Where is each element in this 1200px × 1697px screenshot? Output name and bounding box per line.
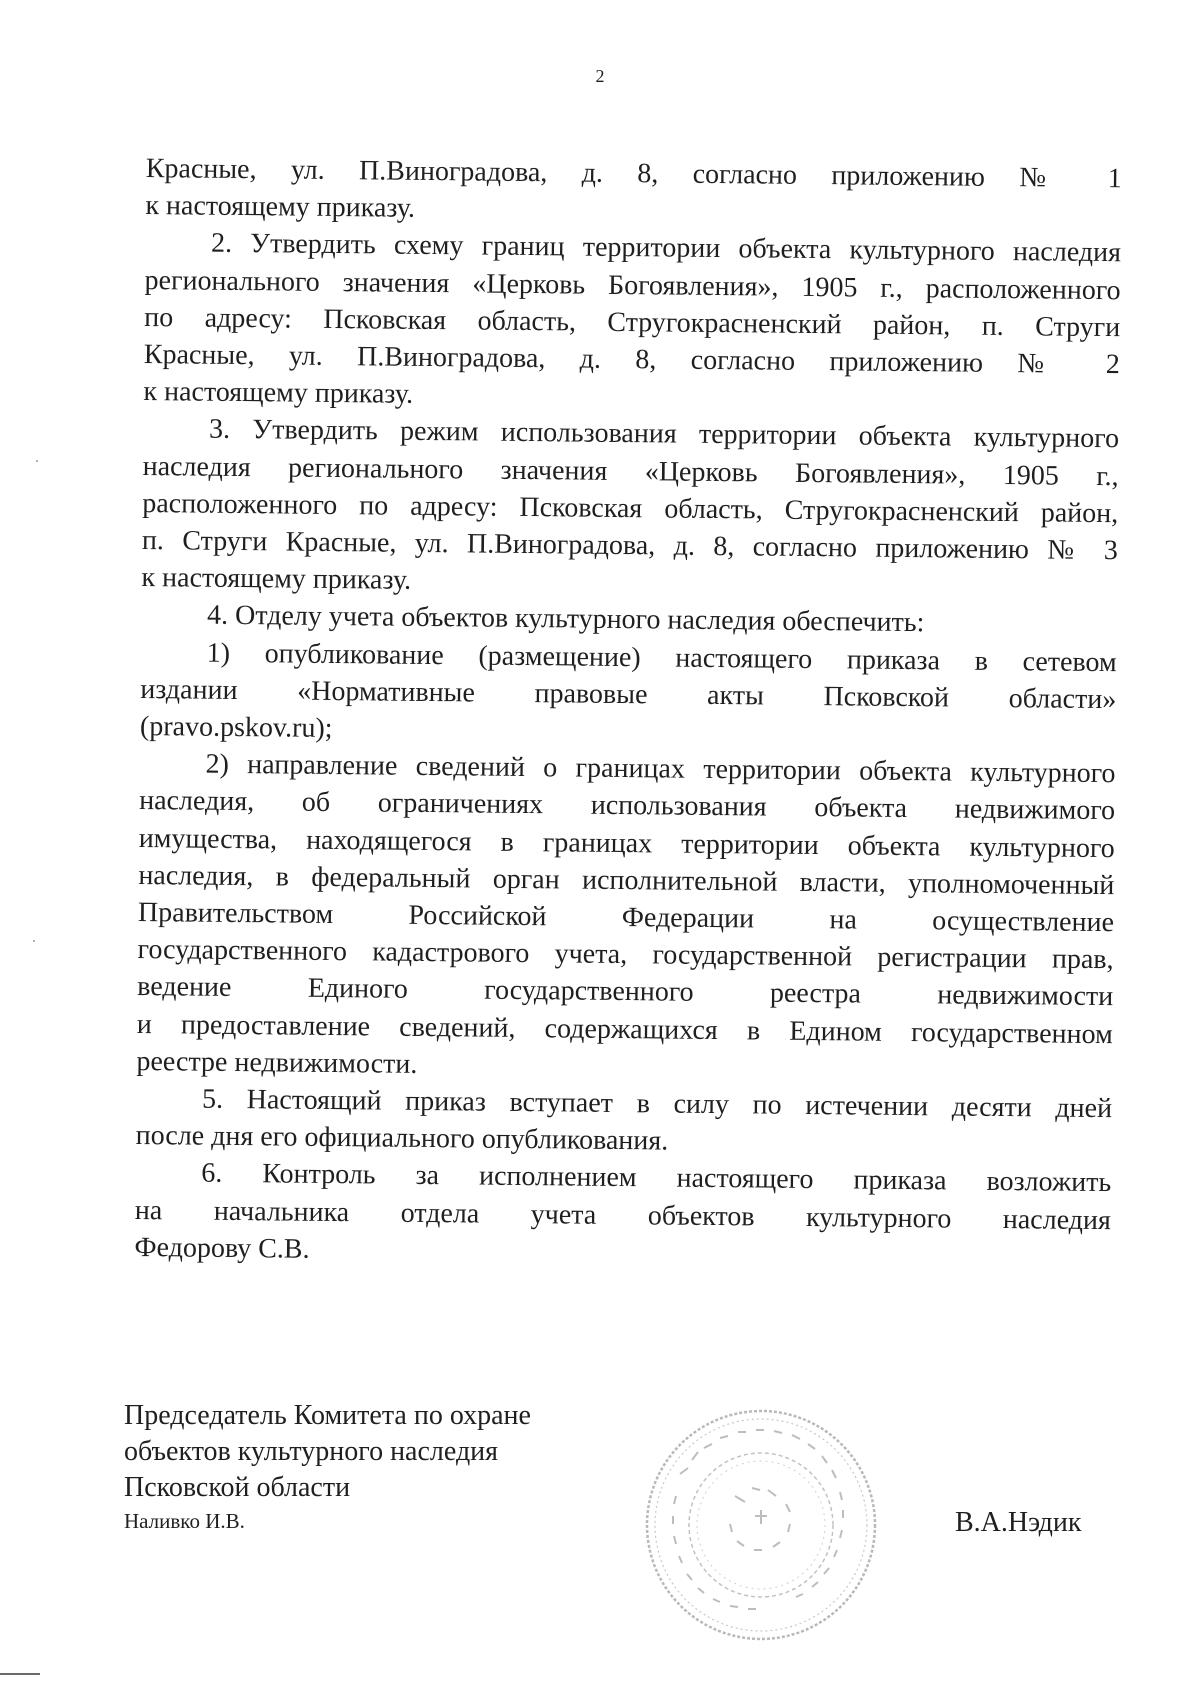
text-line: Красные, ул. П.Виноградова, д. 8, согласно приложению № 1	[145, 152, 1122, 195]
official-seal-stamp	[640, 1404, 882, 1646]
text-line: к настоящему приказу.	[143, 376, 414, 411]
text-line: п. Струги Красные, ул. П.Виноградова, д. 8, согласно приложению № 3	[141, 525, 1119, 567]
paragraph-4-item-2	[136, 745, 1115, 1090]
text-line: 5. Настоящий приказ вступает в силу по истечении десяти дней	[201, 1083, 1113, 1125]
document-body	[134, 150, 1122, 1276]
paragraph-3	[141, 410, 1119, 606]
text-line: расположенного по адресу: Псковская область, Стругокрасненский район,	[142, 487, 1119, 530]
margin-mark	[0, 1673, 40, 1675]
text-line: к настоящему приказу.	[141, 562, 412, 597]
seal-icon	[640, 1404, 882, 1646]
page-number: 2	[595, 66, 605, 86]
text-line: 3. Утвердить режим использования территории объекта культурного	[208, 414, 1120, 455]
text-line: Федорову С.В.	[134, 1231, 310, 1265]
signer-title-line: Председатель Комитета по охране	[124, 1400, 531, 1431]
text-line: на начальника отдела учета объектов культурного наследия	[134, 1194, 1112, 1236]
text-line: 2. Утвердить схему границ территории объекта культурного наследия	[210, 228, 1122, 269]
text-line: реестре недвижимости.	[136, 1045, 418, 1080]
text-line: 2) направление сведений о границах территории объекта культурного	[205, 748, 1116, 790]
text-line: Красные, ул. П.Виноградова, д. 8, согласно приложению № 2	[143, 339, 1120, 381]
paragraph-6	[134, 1154, 1111, 1276]
scan-speck	[36, 460, 38, 462]
signer-name: В.А.Нэдик	[955, 1507, 1082, 1538]
text-line: имущества, находящегося в границах территории объекта культурного	[138, 822, 1115, 864]
text-line: наследия регионального значения «Церковь Богоявления», 1905 г.,	[142, 450, 1119, 492]
text-line: наследия, в федеральный орган исполнительной власти, уполномоченный	[138, 859, 1115, 902]
paragraph-4-item-1	[140, 634, 1117, 756]
text-line: наследия, об ограничениях использования объекта недвижимого	[139, 785, 1116, 827]
text-line: Правительством Российской Федерации на осуществление	[137, 897, 1115, 939]
scan-speck	[33, 940, 35, 942]
text-line: регионального значения «Церковь Богоявления», 1905 г., расположенного	[144, 264, 1121, 306]
paragraph-5	[135, 1080, 1112, 1165]
signature-block	[124, 1398, 624, 1536]
text-line: 4. Отделу учета объектов культурного наследия обеспечить:	[206, 600, 925, 639]
text-line: после дня его официального опубликования.	[135, 1120, 669, 1157]
text-line: 6. Контроль за исполнением настоящего приказа возложить	[201, 1158, 1112, 1199]
text-line: по адресу: Псковская область, Стругокрасненский район, п. Струги	[144, 301, 1121, 344]
signer-title-line: Псковской области	[124, 1472, 351, 1503]
text-line: издании «Нормативные правовые акты Псковской области»	[140, 673, 1117, 716]
signer-title-line: объектов культурного наследия	[124, 1436, 499, 1467]
paragraph-1-continuation	[145, 150, 1122, 235]
text-line: ведение Единого государственного реестра недвижимости	[137, 971, 1114, 1013]
text-line: государственного кадастрового учета, государственной регистрации прав,	[137, 934, 1114, 976]
text-line: 1) опубликование (размещение) настоящего приказа в сетевом	[206, 637, 1117, 678]
paragraph-2	[143, 224, 1121, 420]
text-line: к настоящему приказу.	[145, 190, 416, 225]
executor-name: Наливко И.В.	[124, 1509, 245, 1533]
text-line: (pravo.pskov.ru);	[139, 711, 333, 745]
text-line: и предоставление сведений, содержащихся в Едином государственном	[136, 1008, 1113, 1050]
